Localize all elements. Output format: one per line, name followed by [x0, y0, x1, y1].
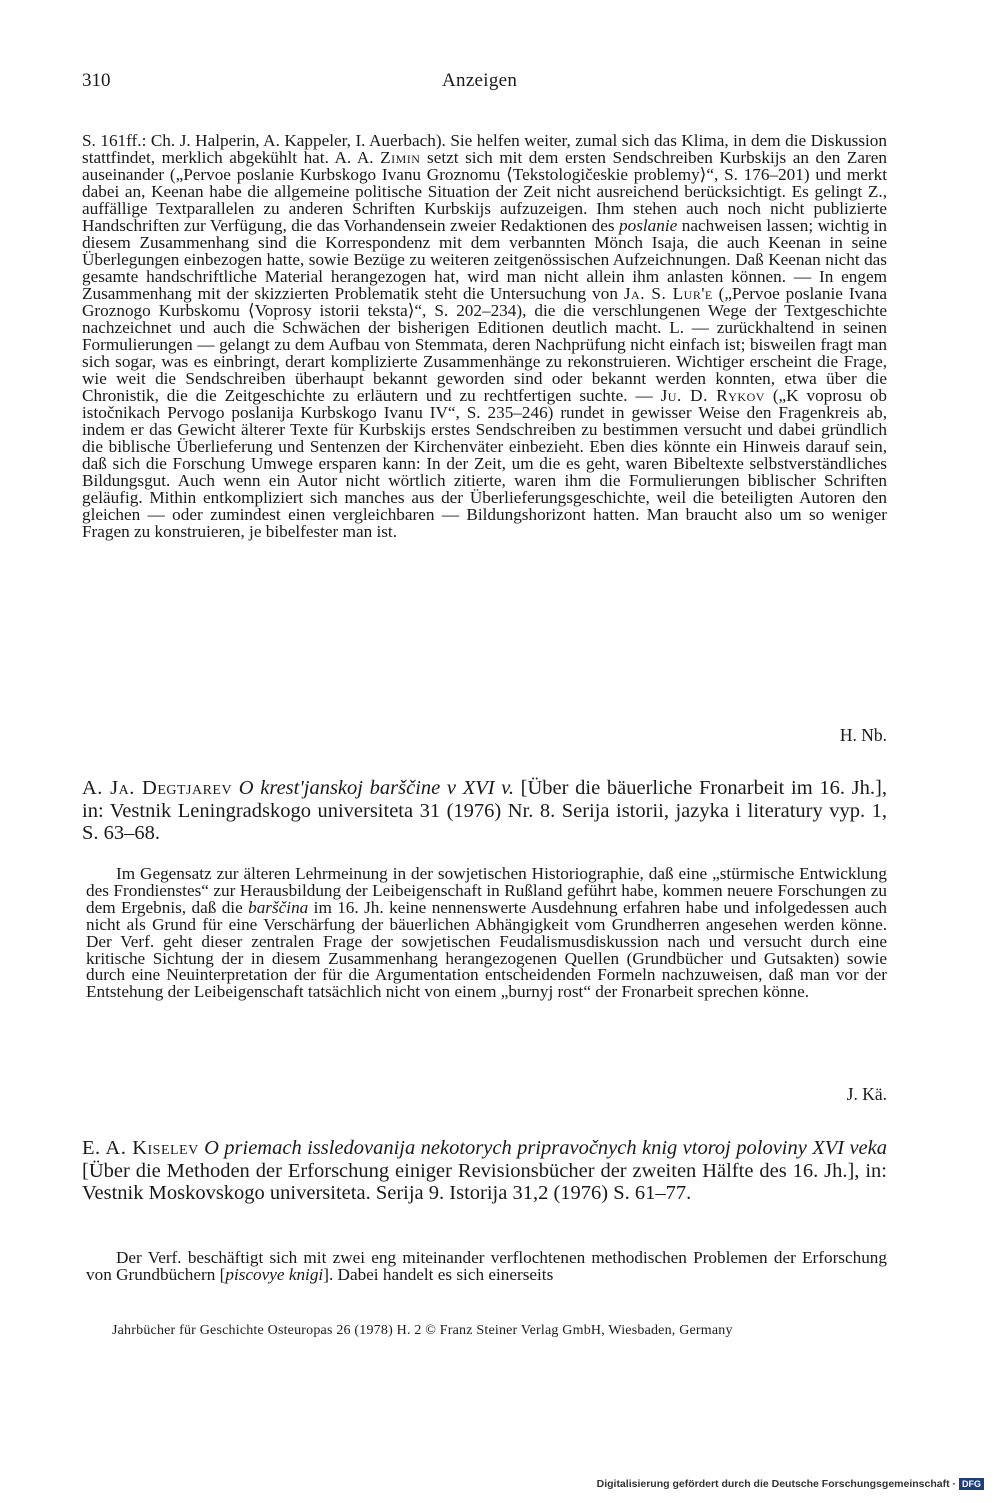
text-segment: nachweisen lassen; wichtig in diesem Zusammenhang sind die Korrespondenz mit dem verbannten Mönch Isaja, die auch Keenan in seine Überlegungen einbezogen hatte, sowie Bezüge zu weiteren zeitgenössischen Aufzeichnungen. Daß Keenan nicht das gesamte handschriftliche Material herangezogen hat, wird man nicht allein ihm anlasten können. — In engem Zusammenhang mit der skizzierten Problematik steht die Untersuchung von — [82, 216, 887, 303]
running-head: Anzeigen — [442, 70, 518, 91]
review-body-degtjarev — [86, 866, 887, 1001]
text-segment: („K voprosu ob istočnikach Pervogo poslanija Kurbskogo Ivanu IV“, S. 235–246) rundet in gewisser Weise den Fragenkreis ab, indem er das Gewicht älterer Texte für Kurbskijs erstes Sendschreiben zu bestimmen versucht und dabei gründlich die biblische Überlieferung und Sentenzen der Kirchenväter einbezieht. Eben dies könnte ein Hinweis darauf sein, daß sich die Forschung Umwege ersparen kann: In der Zeit, um die es geht, waren Bibeltexte selbstverständliches Bildungsgut. Auch wenn ein Autor nicht wörtlich zitierte, waren ihm die Formulierungen biblischer Schriften geläufig. Mithin entkompliziert sich manches aus der Überlieferungsgeschichte, weil die beteiligten Autoren den gleichen — oder zumindest einen vergleichbaren — Bildungshorizont hatten. Man braucht also um so weniger Fragen zu konstruieren, je bibelfester man ist. — [82, 386, 887, 541]
reviewer-signature: J. Kä. — [846, 1084, 887, 1104]
reviewer-signature: H. Nb. — [839, 725, 887, 745]
entry-citation: [Über die Methoden der Erforschung einiger Revisionsbücher der zweiten Hälfte des 16. Jh.], in: Vestnik Moskovskogo universiteta. Serija 9. Istorija 31,2 (1976) S. 61–77. — [82, 1159, 887, 1204]
author-name-rykov: Ju. D. Rykov — [660, 386, 765, 405]
text-segment: Der Verf. beschäftigt sich mit zwei eng miteinander verflochtenen methodischen Problemen der Erforschung von Grundbüchern [ — [86, 1248, 887, 1284]
text-segment: im 16. Jh. keine nennenswerte Ausdehnung erfahren habe und infolgedessen auch nicht als Grund für eine Verschärfung der bäuerlichen Abhängigkeit vom Grundherren angesehen werden könne. Der Verf. geht dieser zentralen Frage der sowjetischen Feudalismusdiskussion nach und versucht durch eine kritische Sichtung der in diesem Zusammenhang herangezogenen Quellen (Grundbücher und Gutsakten) sowie durch eine Neuinterpretation der für die Argumentation entscheidenden Formeln nachzuweisen, daß man vor der Entstehung der Leibeigenschaft tatsächlich nicht von einem „burnyj rost“ der Fronarbeit sprechen könne. — [86, 897, 887, 1002]
italic-term: barščina — [248, 897, 309, 917]
entry-citation: [Über die bäuerliche Fronarbeit im 16. Jh.], in: Vestnik Leningradskogo universiteta 31 (1976) Nr. 8. Serija istorii, jazyka i literatury vyp. 1, S. 63–68. — [82, 777, 887, 844]
page-number: 310 — [82, 70, 111, 91]
entry-author: E. A. Kiselev — [82, 1137, 199, 1159]
text-segment: Im Gegensatz zur älteren Lehrmeinung in der sowjetischen Historiographie, daß eine „stürmische Entwicklung des Frondienstes“ zur Herausbildung der Leibeigenschaft in Rußland geführt habe, kommen neuere Forschungen zu dem Ergebnis, daß die — [86, 864, 887, 917]
sponsor-note — [597, 1478, 984, 1490]
entry-author: A. Ja. Degtjarev — [82, 777, 233, 799]
text-segment: ]. Dabei handelt es sich einerseits — [323, 1264, 554, 1284]
italic-term: poslanie — [619, 216, 678, 235]
entry-title: O priemach issledovanija nekotorych pripravočnych knig vtoroj poloviny XVI veka — [204, 1137, 887, 1159]
author-name-zimin: Zimin — [380, 148, 421, 167]
continuation-paragraph — [82, 132, 887, 540]
entry-heading-kiselev — [82, 1137, 887, 1205]
page-header — [82, 70, 887, 98]
entry-heading-degtjarev — [82, 777, 887, 845]
journal-footer: Jahrbücher für Geschichte Osteuropas 26 (1978) H. 2 © Franz Steiner Verlag GmbH, Wiesbaden, Germany — [112, 1323, 733, 1338]
italic-term: piscovye knigi — [225, 1264, 324, 1284]
text-segment: S. 161ff.: Ch. J. Halperin, A. Kappeler, I. Auerbach). Sie helfen weiter, zumal sich das Klima, in dem die Diskussion stattfindet, merklich abgekühlt hat. A. A. — [82, 131, 887, 167]
text-segment: setzt sich mit dem ersten Sendschreiben Kurbskijs an den Zaren auseinander („Pervoe poslanie Kurbskogo Ivanu Groznomu ⟨Tekstologičeskie problemy⟩“, S. 176–201) und merkt dabei an, Keenan habe die allgemeine politische Situation der Zeit nicht ausreichend berücksichtigt. Es gelingt Z., auffällige Textparallelen zu anderen Schriften Kurbskijs aufzuzeigen. Ihm stehen auch noch nicht publizierte Handschriften zur Verfügung, die das Vorhandensein zweier Redaktionen des — [82, 148, 888, 235]
dfg-logo: DFG — [959, 1478, 984, 1490]
text-segment: („Pervoe poslanie Ivana Groznogo Kurbskomu ⟨Voprosy istorii teksta⟩“, S. 202–234), die die verschlungenen Wege der Textgeschichte nachzeichnet und auch die Schwächen der bisherigen Editionen deutlich macht. L. — zurückhaltend in seinen Formulierungen — gelangt zu dem Aufbau von Stemmata, deren Nachprüfung nicht einfach ist; bisweilen fragt man sich sogar, was es einbringt, derart komplizierte Zusammenhänge zu rekonstruieren. Wichtiger erscheint die Frage, wie weit die Sendschreiben überhaupt bekannt geworden sind oder bekannt werden konnten, etwa über die Chronistik, die die Zeitgeschichte zu erläutern und zu rechtfertigen suchte. — — [82, 284, 887, 405]
author-name-lure: Ja. S. Lur'e — [623, 284, 713, 303]
entry-title: O krest'janskoj barščine v XVI v. — [238, 777, 514, 799]
review-body-kiselev — [86, 1250, 887, 1284]
sponsor-text: Digitalisierung gefördert durch die Deutsche Forschungsgemeinschaft · — [596, 1478, 956, 1490]
